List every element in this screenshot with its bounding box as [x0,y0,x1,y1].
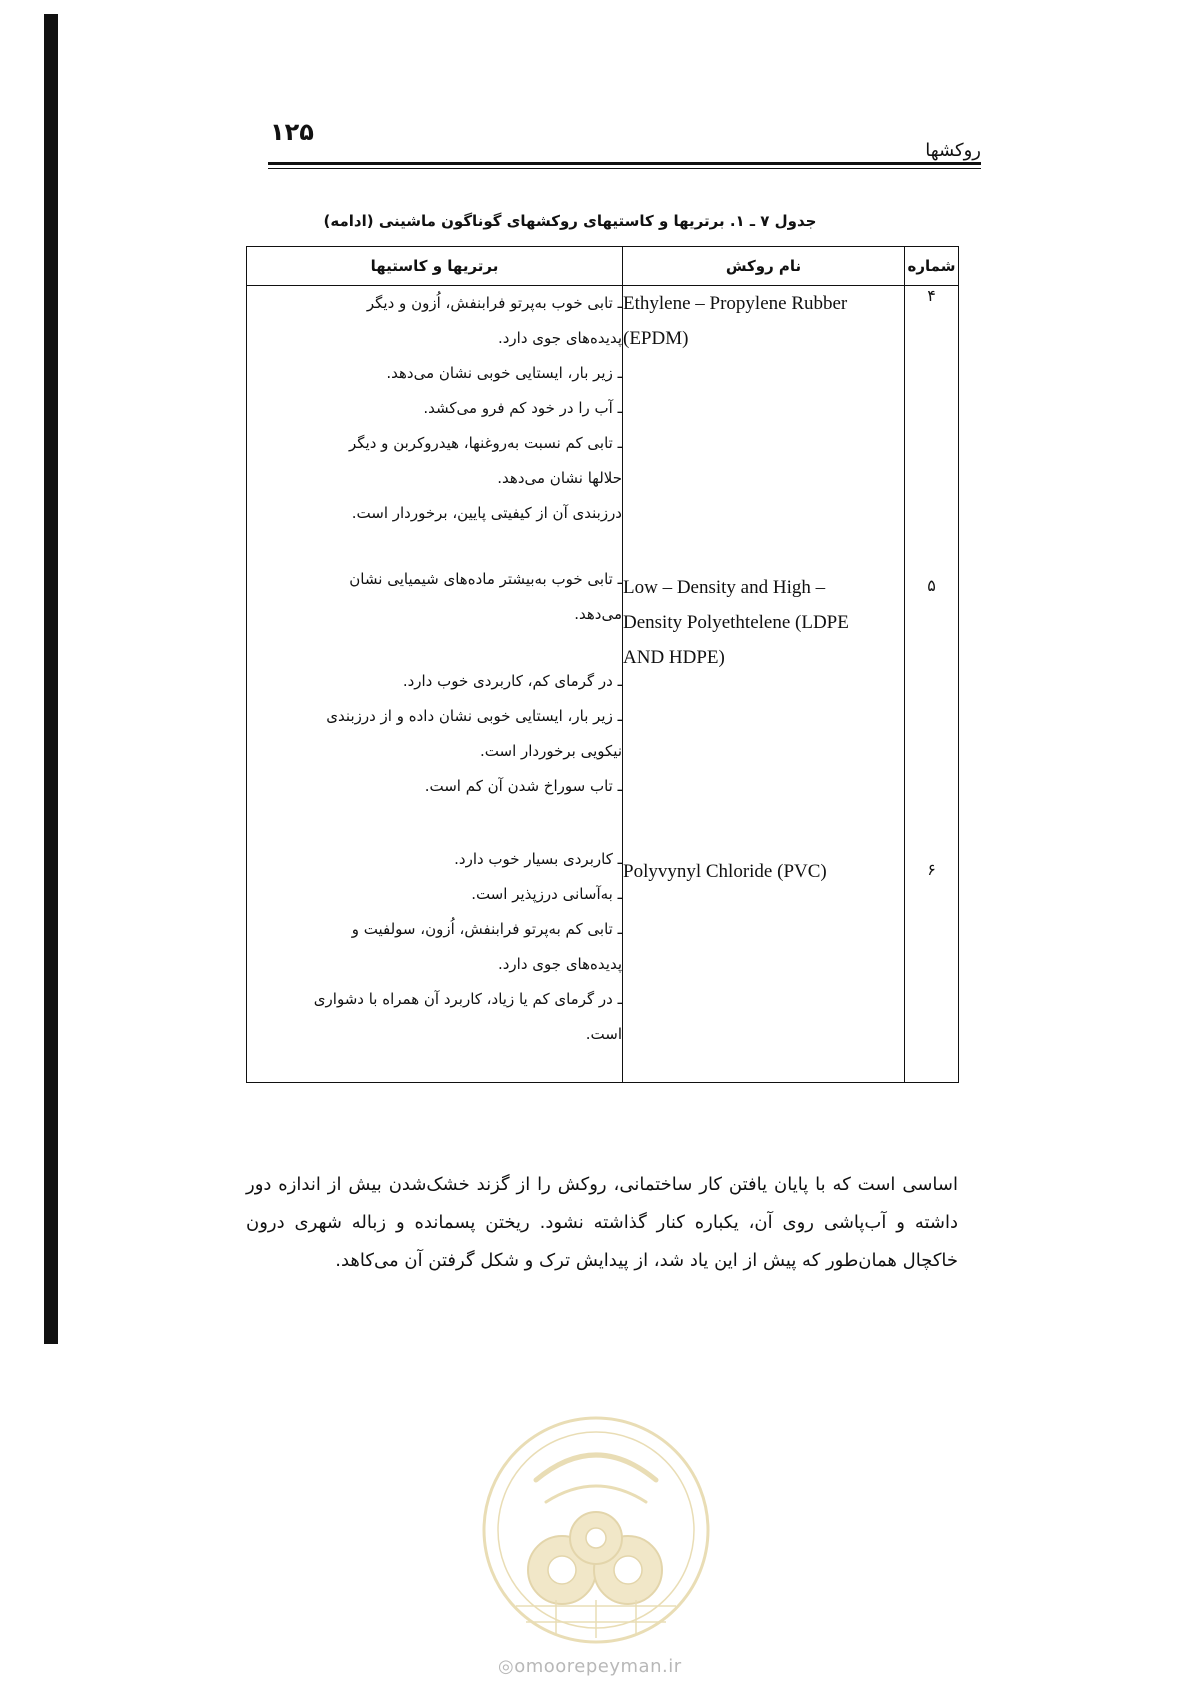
row-number: ۵ [905,548,959,842]
coating-name-line: Density Polyethtelene (LDPE [623,612,849,633]
table-row [247,548,959,842]
column-header-properties: برتریها و کاستیها [247,247,623,286]
property-line: ـ به‌آسانی درزپذیر است. [471,885,622,903]
property-line: نیکویی برخوردار است. [480,742,622,760]
property-line: ـ تابی خوب به‌پرتو فرابنفش، اُزون و دیگر [366,294,622,312]
header-rule-thin [268,168,981,169]
row-number: ۴ [905,286,959,549]
property-line: پدیده‌های جوی دارد. [497,955,622,973]
watermark-url [498,1656,682,1677]
property-line: می‌دهد. [574,605,622,623]
property-line: ـ تابی کم به‌پرتو فرابنفش، اُزون، سولفیت و [351,920,622,938]
coating-name [623,286,905,549]
column-header-number: شماره [905,247,959,286]
property-line: ـ زیر بار، ایستایی خوبی نشان می‌دهد. [386,364,622,382]
coating-name-line: Low – Density and High – [623,577,826,598]
property-line: حلالها نشان می‌دهد. [497,469,622,487]
property-line: است. [585,1025,622,1043]
coating-name [623,842,905,1083]
property-line: ـ آب را در خود کم فرو می‌کشد. [423,399,622,417]
property-line: ـ در گرمای کم، کاربردی خوب دارد. [402,672,622,690]
property-line: ـ تابی کم نسبت به‌روغنها، هیدروکربن و دیگر [349,434,622,452]
column-header-name: نام روکش [623,247,905,286]
property-line: ـ کاربردی بسیار خوب دارد. [454,850,622,868]
publisher-seal-watermark [476,1410,716,1650]
coating-name [623,548,905,842]
scan-binding-edge [44,14,58,1344]
property-line: ـ در گرمای کم یا زیاد، کاربرد آن همراه با دشواری [313,990,622,1008]
row-number: ۶ [905,842,959,1083]
coating-name-line: Ethylene – Propylene Rubber [623,293,848,314]
property-line: ـ تابی خوب به‌بیشتر ماده‌های شیمیایی نشان [349,570,622,588]
coatings-table [246,246,959,1083]
property-line: درزبندی آن از کیفیتی پایین، برخوردار است. [351,504,622,522]
property-line: ـ تاب سوراخ شدن آن کم است. [424,777,622,795]
watermark-url-text: omoorepeyman.ir [514,1656,682,1677]
running-head: روکشها [925,140,981,161]
coating-properties [247,842,623,1083]
property-line: پدیده‌های جوی دارد. [497,329,622,347]
globe-icon: ◎ [498,1656,515,1677]
header-rule [268,162,981,165]
property-line: ـ زیر بار، ایستایی خوبی نشان داده و از درزبندی [326,707,622,725]
table-caption: جدول ۷ ـ ۱. برتریها و کاستیهای روکشهای گوناگون ماشینی (ادامه) [323,212,817,230]
body-paragraph: اساسی است که با پایان یافتن کار ساختمانی، روکش را از گزند خشک‌شدن بیش از اندازه دور داشته و آب‌پاشی روی آن، یکباره کنار گذاشته نشود. ریختن پسمانده و زباله شهری درون خاکچال همان‌طور که پیش از این یاد شد، از پیدایش ترک و شکل گرفتن آن می‌کاهد. [246,1174,958,1271]
page-number: ۱۲۵ [270,118,314,146]
coating-name-line: (EPDM) [623,328,689,349]
coating-properties [247,548,623,842]
table-row [247,286,959,549]
property-gap [247,632,622,664]
coating-name-line: Polyvynyl Chloride (PVC) [623,861,827,882]
coating-properties [247,286,623,549]
coating-name-line: AND HDPE) [623,647,725,668]
table-row [247,842,959,1083]
table-header-row [247,247,959,286]
